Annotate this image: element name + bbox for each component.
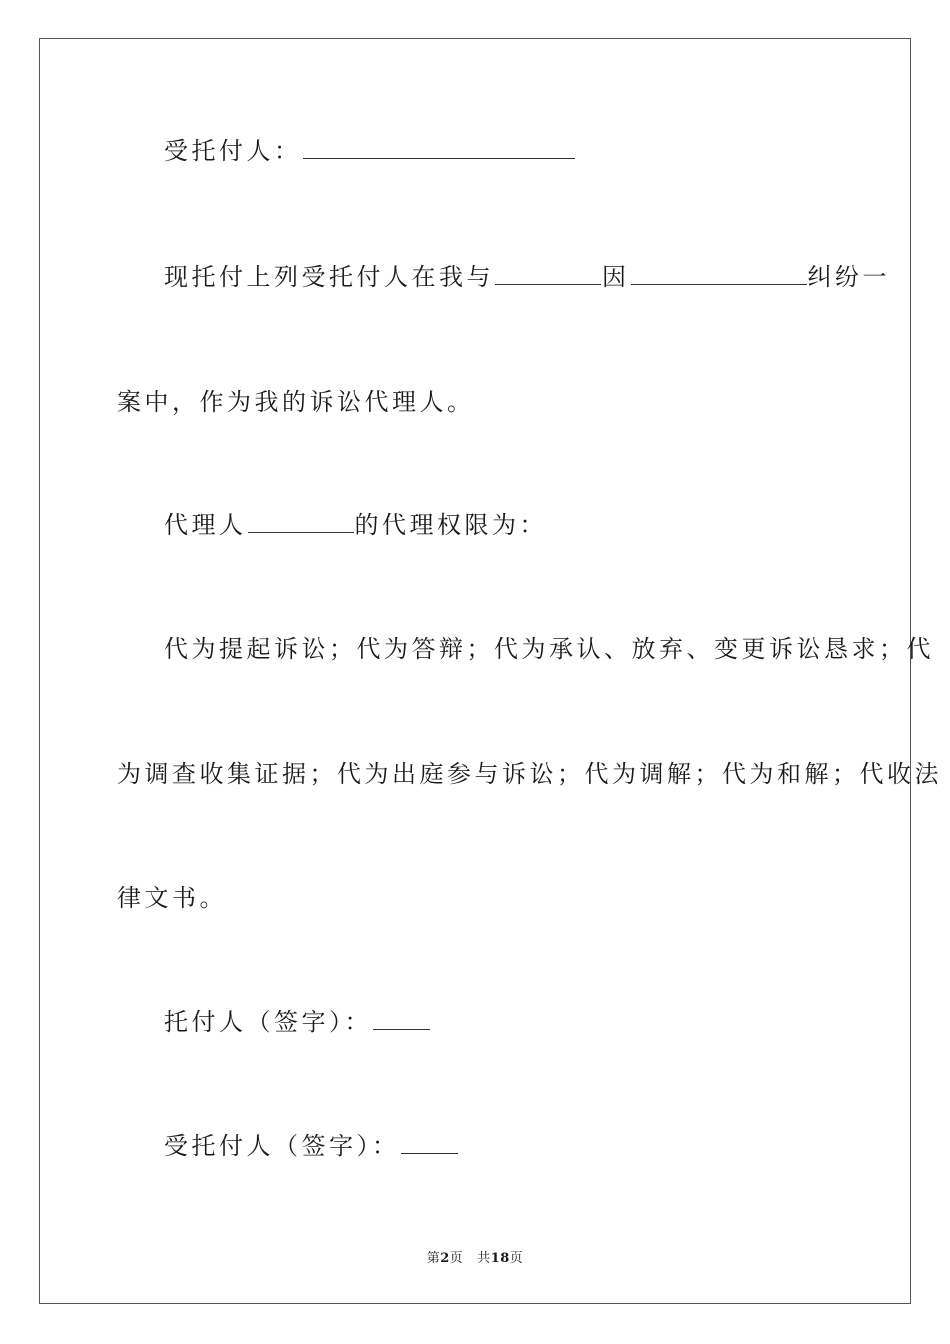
entrust-text-b: 因 <box>602 263 630 291</box>
page-footer <box>0 1247 950 1266</box>
principal-signature-blank[interactable] <box>373 1007 430 1030</box>
authority-line-3: 律文书。 <box>117 884 227 912</box>
trustee-label: 受托付人： <box>164 137 302 165</box>
trustee-signature-line <box>164 1131 459 1161</box>
cause-blank[interactable] <box>631 262 807 285</box>
page-prefix: 第 <box>426 1251 441 1266</box>
entrust-line-1 <box>164 262 890 292</box>
page-frame <box>39 38 911 1304</box>
entrust-line-2: 案中，作为我的诉讼代理人。 <box>117 388 475 416</box>
agent-blank[interactable] <box>248 510 354 533</box>
opponent-blank[interactable] <box>495 262 601 285</box>
trustee-signature-blank[interactable] <box>401 1131 458 1154</box>
total-prefix: 共 <box>477 1251 491 1266</box>
page-number: 2 <box>440 1251 450 1266</box>
agent-text-a: 代理人 <box>164 511 247 539</box>
trustee-line <box>164 136 576 166</box>
trustee-blank[interactable] <box>303 136 575 159</box>
entrust-text-a: 现托付上列受托付人在我与 <box>164 263 494 291</box>
principal-signature-label: 托付人（签字）： <box>164 1008 372 1036</box>
agent-line <box>164 510 547 540</box>
authority-line-2: 为调查收集证据；代为出庭参与诉讼；代为调解；代为和解；代收法 <box>117 760 942 788</box>
total-suffix: 页 <box>509 1251 524 1266</box>
trustee-signature-label: 受托付人（签字）： <box>164 1132 400 1160</box>
total-pages: 18 <box>490 1251 510 1266</box>
agent-text-b: 的代理权限为： <box>354 511 547 539</box>
principal-signature-line <box>164 1007 431 1037</box>
authority-line-1: 代为提起诉讼；代为答辩；代为承认、放弃、变更诉讼恳求；代 <box>164 635 934 663</box>
entrust-text-c: 纠纷一 <box>807 263 890 291</box>
page-suffix: 页 <box>449 1251 464 1266</box>
